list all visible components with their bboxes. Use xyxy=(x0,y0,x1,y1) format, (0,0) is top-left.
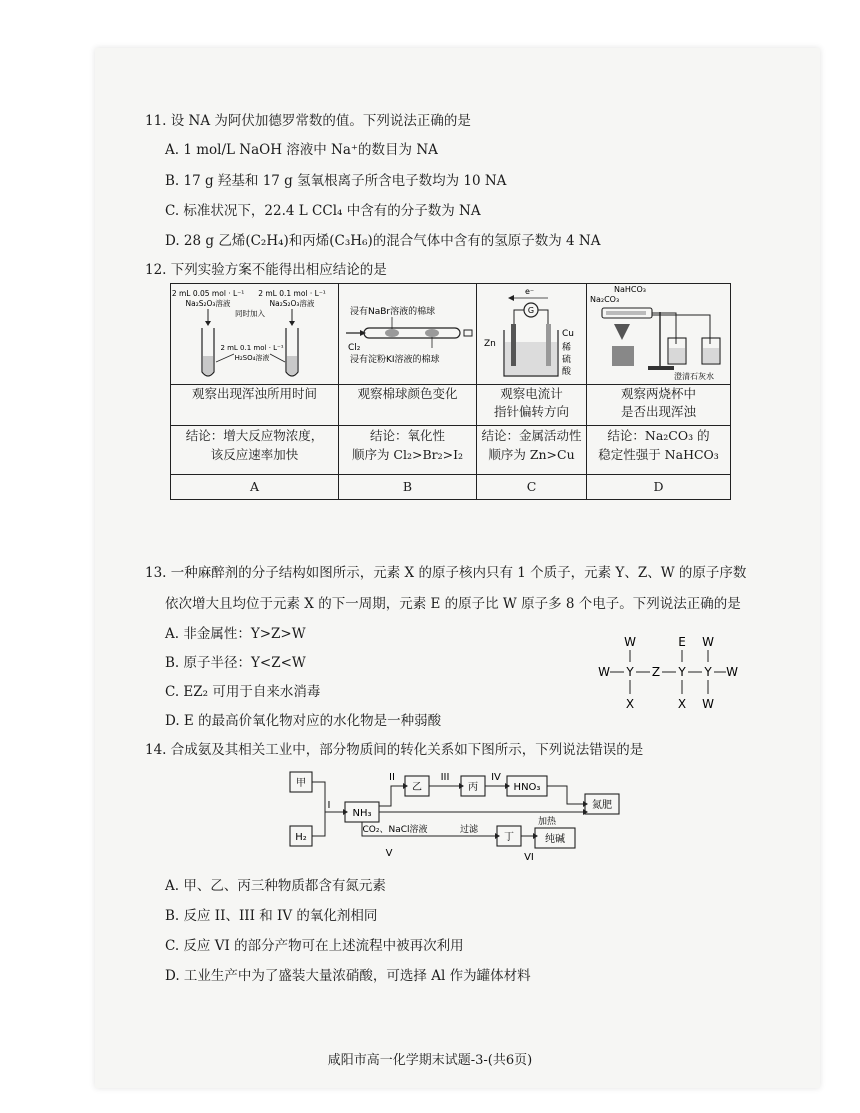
burner-flame xyxy=(614,324,630,340)
cu-electrode xyxy=(546,324,551,366)
a-right-label: 2 mL 0.1 mol · L⁻¹ xyxy=(257,289,326,298)
b-bottom-label: 浸有淀粉KI溶液的棉球 xyxy=(349,355,440,365)
atom-w-top-right: W xyxy=(702,635,714,649)
q14-option-d: D. 工业生产中为了盛装大量浓硝酸，可选择 Al 作为罐体材料 xyxy=(165,968,531,984)
conclusion-b: 结论：氧化性 顺序为 Cl₂>Br₂>I₂ xyxy=(339,426,477,475)
q14-option-a: A. 甲、乙、丙三种物质都含有氮元素 xyxy=(165,878,386,894)
q11-option-d: D. 28 g 乙烯(C₂H₄)和丙烯(C₃H₆)的混合气体中含有的氢原子数为 4 NA xyxy=(165,233,601,249)
label-reaction-3: III xyxy=(440,772,450,783)
q13-option-a: A. 非金属性：Y>Z>W xyxy=(165,626,306,642)
atom-y-right: Y xyxy=(678,665,686,679)
observation-b: 观察棉球颜色变化 xyxy=(339,385,477,426)
d-limewater-label: 澄清石灰水 xyxy=(673,372,714,381)
observation-d: 观察两烧杯中 是否出现浑浊 xyxy=(587,385,731,426)
ammonia-flow-diagram xyxy=(285,768,625,860)
c-meter-label: G xyxy=(527,306,534,315)
observation-a: 观察出现浑浊所用时间 xyxy=(171,385,339,426)
q12-experiment-table xyxy=(170,283,731,500)
atom-e-top: E xyxy=(678,635,686,649)
cotton-ball-ki xyxy=(425,329,439,337)
a-left-reagent: Na₂S₂O₃溶液 xyxy=(185,299,230,308)
inner-test-tube xyxy=(606,311,646,315)
q12-stem: 12. 下列实验方案不能得出相应结论的是 xyxy=(145,262,387,278)
glass-tube xyxy=(364,328,460,338)
conclusion-d: 结论：Na₂CO₃ 的 稳定性强于 NaHCO₃ xyxy=(587,426,731,475)
label-a: A xyxy=(171,475,339,500)
figure-cell-c xyxy=(477,284,587,385)
atom-x-bottom-center: X xyxy=(677,697,687,711)
label-ding: 丁 xyxy=(504,832,514,843)
q14-option-c: C. 反应 VI 的部分产物可在上述流程中被再次利用 xyxy=(165,938,464,954)
label-condition-5: CO₂、NaCl溶液 xyxy=(362,825,428,835)
atom-w-left: W xyxy=(598,665,610,679)
a-add-label: 同时加入 xyxy=(234,309,265,318)
d-nahco3-label: NaHCO₃ xyxy=(613,285,646,294)
label-reaction-4: IV xyxy=(491,772,501,783)
label-bing: 丙 xyxy=(468,782,478,793)
observation-c: 观察电流计 指针偏转方向 xyxy=(477,385,587,426)
q11-option-a: A. 1 mol/L NaOH 溶液中 Na⁺的数目为 NA xyxy=(165,142,438,158)
atom-x-bottom-left: X xyxy=(625,697,635,711)
label-heat: 加热 xyxy=(537,817,557,827)
label-h2: H₂ xyxy=(295,832,307,843)
figure-cell-d xyxy=(587,284,731,385)
zn-electrode xyxy=(511,324,516,366)
molecule-structure xyxy=(590,630,740,714)
label-reaction-1: I xyxy=(327,800,331,811)
a-bottom-label: 2 mL 0.1 mol · L⁻¹ xyxy=(219,344,284,352)
label-hno3: HNO₃ xyxy=(513,782,541,793)
label-c: C xyxy=(477,475,587,500)
apparatus-b-figure xyxy=(340,284,476,384)
c-electron-label: e⁻ xyxy=(524,287,534,296)
label-filter: 过滤 xyxy=(459,825,479,835)
label-reaction-5: V xyxy=(385,848,393,859)
cotton-ball-nabr xyxy=(385,329,399,337)
figure-cell-a xyxy=(171,284,339,385)
c-cu-label: Cu xyxy=(561,329,574,339)
label-soda: 纯碱 xyxy=(545,834,565,845)
label-reaction-2: II xyxy=(389,772,395,783)
q13-option-b: B. 原子半径：Y<Z<W xyxy=(165,655,306,671)
a-right-reagent: Na₂S₂O₃溶液 xyxy=(269,299,314,308)
apparatus-d-figure xyxy=(588,284,730,384)
q11-stem: 11. 设 NA 为阿伏加德罗常数的值。下列说法正确的是 xyxy=(145,113,471,129)
q14-stem: 14. 合成氨及其相关工业中，部分物质间的转化关系如下图所示，下列说法错误的是 xyxy=(145,742,644,758)
label-reaction-6: VI xyxy=(524,852,534,860)
atom-w-bottom-right: W xyxy=(702,697,714,711)
conclusion-c: 结论：金属活动性 顺序为 Zn>Cu xyxy=(477,426,587,475)
label-d: D xyxy=(587,475,731,500)
label-yi: 乙 xyxy=(412,782,422,793)
b-top-label: 浸有NaBr溶液的棉球 xyxy=(349,307,435,317)
apparatus-c-figure xyxy=(478,284,586,384)
label-jia: 甲 xyxy=(296,778,306,789)
atom-w-top-left: W xyxy=(624,635,636,649)
apparatus-a-figure xyxy=(172,284,338,384)
a-left-label: 2 mL 0.05 mol · L⁻¹ xyxy=(171,289,244,298)
conclusion-a: 结论：增大反应物浓度， 该反应速率加快 xyxy=(171,426,339,475)
q13-option-c: C. EZ₂ 可用于自来水消毒 xyxy=(165,684,321,700)
d-na2co3-label: Na₂CO₃ xyxy=(589,295,619,304)
q13-stem-line-2: 依次增大且均位于元素 X 的下一周期，元素 E 的原子比 W 原子多 8 个电子。下列说法正确的是 xyxy=(165,596,741,612)
a-bottom-reagent: H₂SO₄溶液 xyxy=(234,354,269,362)
q11-option-c: C. 标准状况下，22.4 L CCl₄ 中含有的分子数为 NA xyxy=(165,203,481,219)
label-b: B xyxy=(339,475,477,500)
figure-cell-b xyxy=(339,284,477,385)
label-nh3: NH₃ xyxy=(352,808,372,819)
burner xyxy=(612,346,634,366)
c-zn-label: Zn xyxy=(483,339,496,349)
atom-y-left: Y xyxy=(626,665,634,679)
b-gas-label: Cl₂ xyxy=(347,343,360,353)
q13-option-d: D. E 的最高价氧化物对应的水化物是一种弱酸 xyxy=(165,713,442,729)
q11-option-b: B. 17 g 羟基和 17 g 氢氧根离子所含电子数均为 10 NA xyxy=(165,173,507,189)
atom-w-right: W xyxy=(726,665,738,679)
label-fertilizer: 氮肥 xyxy=(592,800,612,811)
q14-option-b: B. 反应 II、III 和 IV 的氧化剂相同 xyxy=(165,908,378,924)
page-footer: 咸阳市高一化学期末试题-3-(共6页) xyxy=(327,1053,533,1068)
atom-z-center: Z xyxy=(651,665,661,679)
c-acid-label-3: 酸 xyxy=(561,367,571,377)
c-acid-label-2: 硫 xyxy=(561,355,571,365)
c-acid-label-1: 稀 xyxy=(561,343,571,353)
q13-stem-line-1: 13. 一种麻醉剂的分子结构如图所示，元素 X 的原子核内只有 1 个质子，元素 Y、Z、W 的原子序数 xyxy=(145,565,747,581)
atom-y-far-right: Y xyxy=(704,665,712,679)
